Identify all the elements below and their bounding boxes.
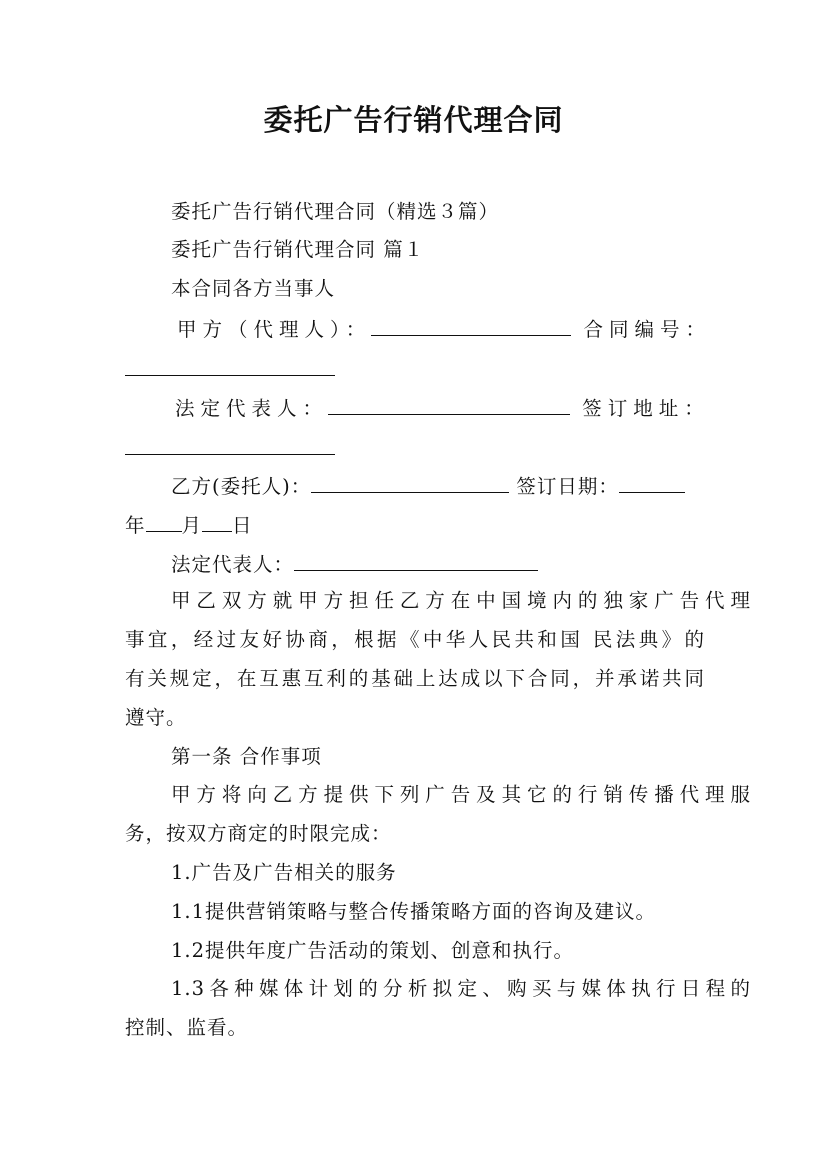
sign-place-blank-row — [125, 428, 705, 466]
party-b-label: 乙方(委托人)： — [171, 475, 312, 498]
sign-date-label: 签订日期： — [516, 475, 619, 498]
year-label: 年 — [125, 514, 146, 537]
day-blank — [202, 505, 232, 532]
parties-intro: 本合同各方当事人 — [171, 277, 336, 300]
legal-rep-row-2 — [125, 544, 751, 582]
subtitle-line: 委托广告行销代理合同（精选３篇） — [171, 200, 500, 223]
contract-no-label: 合同编号： — [583, 318, 711, 341]
paragraph-line: 有关规定，在互惠互利的基础上达成以下合同，并承诺共同 — [125, 667, 705, 690]
legal-rep-row — [125, 388, 745, 426]
legal-rep-label: 法定代表人： — [175, 397, 329, 420]
paragraph-line: 甲乙双方就甲方担任乙方在中国境内的独家广告代理 — [171, 589, 751, 612]
paragraph-line: 遵守。 — [125, 706, 187, 729]
party-a-label: 甲方（代理人）： — [177, 318, 372, 341]
sign-place-blank — [125, 428, 335, 455]
contract-no-blank — [125, 349, 335, 376]
paragraph-line: 事宜，经过友好协商，根据《中华人民共和国 民法典》的 — [125, 628, 705, 651]
party-a-row — [125, 309, 745, 347]
clause-item: 1.3各种媒体计划的分析拟定、购买与媒体执行日程的 — [171, 977, 751, 1000]
paragraph-line: 务，按双方商定的时限完成： — [125, 822, 392, 845]
party-a-blank — [371, 309, 571, 336]
sign-date-blank — [619, 466, 685, 493]
legal-rep-label-2: 法定代表人： — [171, 553, 295, 576]
section-heading: 委托广告行销代理合同 篇１ — [171, 238, 425, 261]
clause-item: 1.1提供营销策略与整合传播策略方面的咨询及建议。 — [171, 900, 657, 923]
legal-rep-blank — [328, 388, 570, 415]
month-blank — [146, 505, 182, 532]
legal-rep-blank-2 — [294, 544, 538, 571]
sign-place-label: 签订地址： — [582, 397, 710, 420]
paragraph-line: 甲方将向乙方提供下列广告及其它的行销传播代理服 — [171, 783, 751, 806]
day-label: 日 — [232, 514, 253, 537]
clause-item: 1.广告及广告相关的服务 — [171, 861, 397, 884]
date-row — [125, 505, 705, 543]
contract-no-blank-row — [125, 349, 705, 387]
clause-item: 控制、监看。 — [125, 1016, 249, 1039]
party-b-blank — [311, 466, 509, 493]
document-title: 委托广告行销代理合同 — [263, 103, 564, 137]
party-b-row — [125, 466, 751, 504]
article-heading: 第一条 合作事项 — [171, 745, 322, 768]
month-label: 月 — [181, 514, 203, 537]
clause-item: 1.2提供年度广告活动的策划、创意和执行。 — [171, 939, 575, 962]
